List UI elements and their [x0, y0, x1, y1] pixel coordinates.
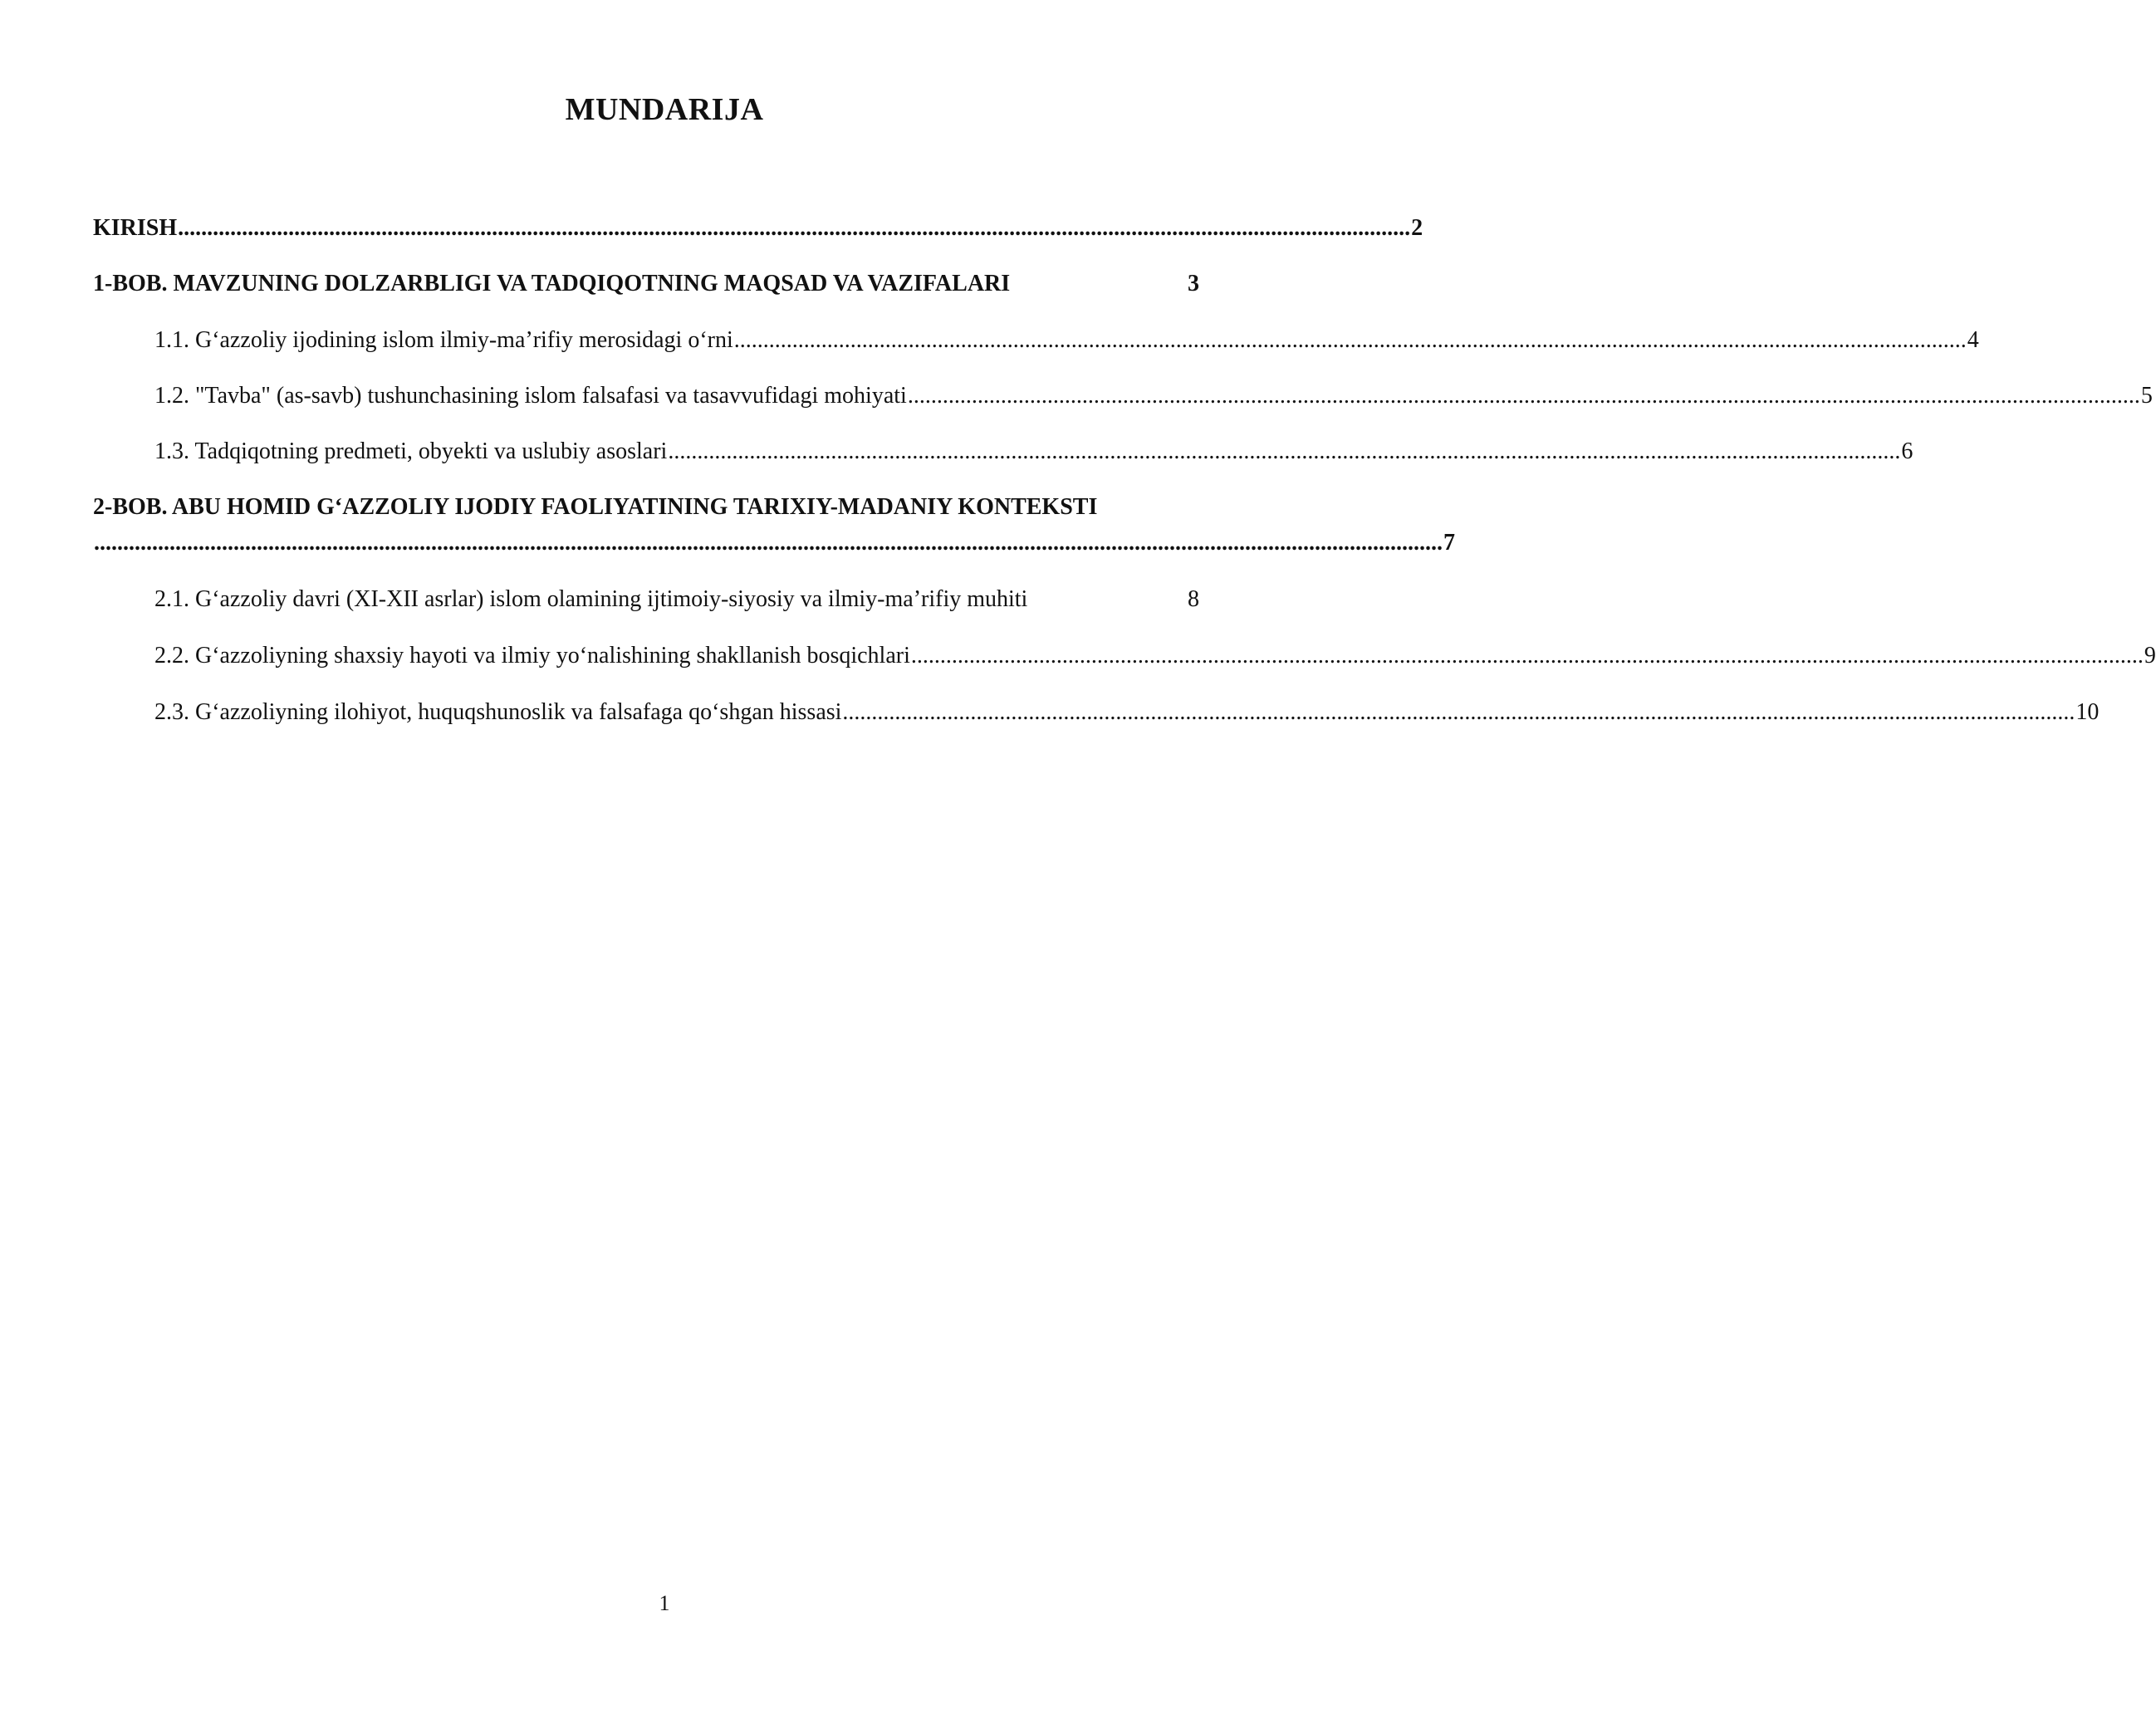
toc-entry-section-2-3[interactable]: [154, 698, 2100, 727]
toc-entry-title: 1.3. Tadqiqotning predmeti, obyekti va uslubiy asoslari: [154, 438, 668, 464]
toc-entry-page: 7: [1443, 530, 1455, 556]
toc-entry-title: 2-BOB. ABU HOMID G‘AZZOLIY IJODIY FAOLIYATINING TARIXIY-MADANIY KONTEKSTI: [93, 494, 1098, 520]
toc-entry-chapter-1[interactable]: [93, 270, 1206, 298]
dot-leader: ....................................................................................................................................................................................................................: [842, 699, 2075, 725]
toc-entry-title: 1-BOB. MAVZUNING DOLZARBLIGI VA TADQIQOTNING MAQSAD VA VAZIFALARI: [93, 271, 1011, 296]
toc-entry-page: 9: [2144, 643, 2156, 668]
toc-entry-title: 1.1. G‘azzoliy ijodining islom ilmiy-ma’rifiy merosidagi o‘rni: [154, 327, 733, 353]
toc-entry-chapter-2[interactable]: [93, 493, 1256, 522]
toc-entry-page: 2: [1411, 215, 1423, 241]
toc-entry-chapter-2-leader: [93, 529, 1455, 557]
toc-entry-title: KIRISH: [93, 215, 178, 241]
toc-entry-title: 2.2. G‘azzoliyning shaxsiy hayoti va ilmiy yo‘nalishining shakllanish bosqichlari: [154, 643, 910, 668]
page-number: 1: [659, 1591, 670, 1615]
toc-entry-section-1-2[interactable]: [154, 382, 2153, 410]
toc-entry-page: 10: [2075, 699, 2100, 725]
dot-leader: ....................................................................................................................................................................................................................: [733, 327, 1967, 353]
toc-entry-section-2-1[interactable]: [154, 585, 1206, 614]
toc-entry-kirish[interactable]: [93, 214, 1423, 242]
toc-entry-section-2-2[interactable]: [154, 642, 2156, 670]
toc-entry-page: 4: [1967, 327, 1979, 353]
toc-entry-title: 2.3. G‘azzoliyning ilohiyot, huquqshunoslik va falsafaga qo‘shgan hissasi: [154, 699, 842, 725]
toc-entry-section-1-1[interactable]: [154, 326, 1979, 355]
toc-entry-page: 3: [1188, 271, 1199, 296]
toc-entry-page: 5: [2140, 383, 2153, 409]
toc-entry-title: 2.1. G‘azzoliy davri (XI-XII asrlar) islom olamining ijtimoiy-siyosiy va ilmiy-ma’rifiy muhiti: [154, 586, 1028, 612]
dot-leader: ........................................................................................................................................................................................................................................: [94, 530, 1443, 556]
dot-leader: ....................................................................................................................................................................................................................: [178, 215, 1411, 241]
dot-leader: ....................................................................................................................................................................................................................: [907, 383, 2140, 409]
dot-leader: ....................................................................................................................................................................................................................: [910, 643, 2144, 668]
dot-leader: ....................................................................................................................................................................................................................: [668, 438, 1901, 464]
toc-entry-page: 8: [1188, 586, 1199, 612]
toc-entry-section-1-3[interactable]: [154, 438, 1913, 466]
toc-entry-page: 6: [1901, 438, 1913, 464]
toc-entry-title: 1.2. "Tavba" (as-savb) tushunchasining islom falsafasi va tasavvufidagi mohiyati: [154, 383, 907, 409]
page-title: MUNDARIJA: [565, 92, 764, 127]
